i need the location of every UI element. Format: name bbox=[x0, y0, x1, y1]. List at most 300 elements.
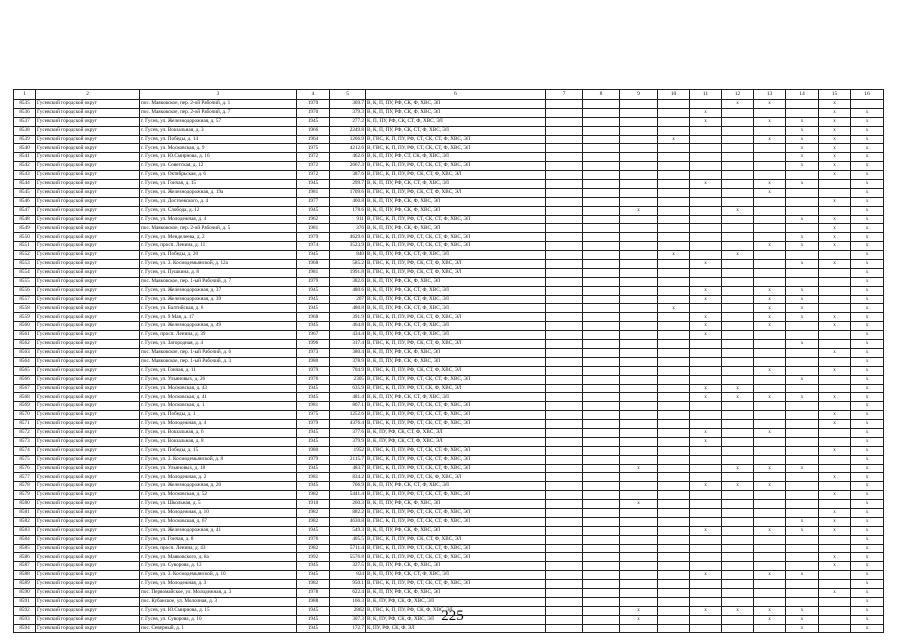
address-cell: г. Гусев, ул. Железнодорожная, д. 39 bbox=[140, 295, 297, 304]
col-14-cell: х bbox=[786, 517, 819, 526]
col-8-cell bbox=[583, 375, 620, 384]
col-7-cell bbox=[546, 384, 583, 393]
col-13-cell bbox=[754, 553, 786, 562]
table-row bbox=[14, 348, 884, 357]
col-7-cell bbox=[546, 251, 583, 260]
services-cell: В, ГВС, К, П, ПУ, РФ, СТ, СК, СТ, Ф, ХВС, ЭЛ bbox=[366, 215, 546, 224]
col-14-cell bbox=[786, 553, 819, 562]
address-cell: пос. Кубанское, ул. Молочная, д. 3 bbox=[140, 597, 297, 606]
address-cell: г. Гусев, ул. Пушкина, д. 8 bbox=[140, 268, 297, 277]
table-row bbox=[14, 144, 884, 153]
municipality-cell: Гусевский городской округ bbox=[36, 233, 140, 242]
col-8-cell bbox=[583, 277, 620, 286]
services-cell: В, К, П, ПУ, РФ, СК, Ф, ХВС, ЭЛ bbox=[366, 526, 546, 535]
area-cell: 379.9 bbox=[330, 437, 366, 446]
col-16-cell: х bbox=[851, 171, 884, 180]
col-15-cell bbox=[819, 597, 851, 606]
build-year-cell: 1945 bbox=[297, 428, 330, 437]
col-11-cell bbox=[690, 215, 722, 224]
col-10-cell bbox=[658, 482, 690, 491]
address-cell: г. Гусев, ул. Гончая, д. 15 bbox=[140, 180, 297, 189]
municipality-cell: Гусевский городской округ bbox=[36, 322, 140, 331]
address-cell: г. Гусев, ул. Московская, д. 52 bbox=[140, 491, 297, 500]
col-15-cell bbox=[819, 295, 851, 304]
area-cell: 379.3 bbox=[330, 108, 366, 117]
col-9-cell bbox=[620, 411, 658, 420]
col-16-cell: х bbox=[851, 144, 884, 153]
row-number-cell: 8537 bbox=[14, 117, 36, 126]
col-11-cell bbox=[690, 491, 722, 500]
area-cell: 4212.6 bbox=[330, 144, 366, 153]
col-14-cell bbox=[786, 108, 819, 117]
col-8-cell bbox=[583, 357, 620, 366]
table-row bbox=[14, 482, 884, 491]
col-9-cell bbox=[620, 224, 658, 233]
table-row bbox=[14, 580, 884, 589]
municipality-cell: Гусевский городской округ bbox=[36, 188, 140, 197]
row-number-cell: 8558 bbox=[14, 304, 36, 313]
col-13-cell bbox=[754, 277, 786, 286]
col-9-cell bbox=[620, 562, 658, 571]
area-cell: 4376.4 bbox=[330, 420, 366, 429]
col-10-cell bbox=[658, 215, 690, 224]
address-cell: г. Гусев, ул. Московская, д. 9 bbox=[140, 144, 297, 153]
col-7-cell bbox=[546, 162, 583, 171]
services-cell: В, ГВС, К, П, ПУ, РФ, СТ, СК, Ф, ХВС, ЭЛ bbox=[366, 473, 546, 482]
address-cell: г. Гусев, ул. 3. Космодемьянской, д. 8 bbox=[140, 455, 297, 464]
municipality-cell: Гусевский городской округ bbox=[36, 571, 140, 580]
col-8-cell bbox=[583, 393, 620, 402]
col-9-cell bbox=[620, 402, 658, 411]
address-cell: г. Гусев, ул. Октябрьская, д. 6 bbox=[140, 171, 297, 180]
col-9-cell bbox=[620, 215, 658, 224]
services-cell: В, К, П, ПУ, РФ, СК, Ф, ХВС, ЭЛ bbox=[366, 348, 546, 357]
col-9-cell bbox=[620, 455, 658, 464]
row-number-cell: 8575 bbox=[14, 455, 36, 464]
build-year-cell: 1979 bbox=[297, 366, 330, 375]
municipality-cell: Гусевский городской округ bbox=[36, 420, 140, 429]
build-year-cell: 1966 bbox=[297, 126, 330, 135]
col-14-cell bbox=[786, 224, 819, 233]
col-13-cell: х bbox=[754, 100, 786, 109]
col-10-cell bbox=[658, 206, 690, 215]
services-cell: В, К, П, ПУ, РФ, СК, Ф, ХВС, ЭЛ bbox=[366, 277, 546, 286]
services-cell: В, К, П, ПУ, РФ, СК, Ф, ХВС, ЭЛ bbox=[366, 224, 546, 233]
col-16-cell: х bbox=[851, 446, 884, 455]
table-row bbox=[14, 117, 884, 126]
municipality-cell: Гусевский городской округ bbox=[36, 597, 140, 606]
col-15-cell: х bbox=[819, 348, 851, 357]
build-year-cell: 1975 bbox=[297, 411, 330, 420]
table-row bbox=[14, 331, 884, 340]
build-year-cell: 1992 bbox=[297, 553, 330, 562]
build-year-cell: 1979 bbox=[297, 420, 330, 429]
col-16-cell: х bbox=[851, 108, 884, 117]
col-7-cell bbox=[546, 446, 583, 455]
col-13-cell bbox=[754, 624, 786, 633]
area-cell: 172.7 bbox=[330, 624, 366, 633]
col-16-cell: х bbox=[851, 571, 884, 580]
address-cell: г. Гусев, ул. Железнодорожная, д. 20 bbox=[140, 482, 297, 491]
municipality-cell: Гусевский городской округ bbox=[36, 286, 140, 295]
col-7-cell bbox=[546, 180, 583, 189]
area-cell: 2667.3 bbox=[330, 162, 366, 171]
col-15-cell bbox=[819, 340, 851, 349]
col-16-cell: х bbox=[851, 206, 884, 215]
municipality-cell: Гусевский городской округ bbox=[36, 224, 140, 233]
address-cell: г. Гусев, просп. Ленина, д. 43 bbox=[140, 544, 297, 553]
col-11-cell bbox=[690, 340, 722, 349]
col-9-cell bbox=[620, 517, 658, 526]
column-header: 16 bbox=[851, 90, 884, 100]
municipality-cell: Гусевский городской округ bbox=[36, 100, 140, 109]
col-8-cell bbox=[583, 428, 620, 437]
area-cell: 464.8 bbox=[330, 322, 366, 331]
municipality-cell: Гусевский городской округ bbox=[36, 295, 140, 304]
col-13-cell bbox=[754, 126, 786, 135]
col-9-cell bbox=[620, 340, 658, 349]
address-cell: г. Гусев, ул. Ю.Смирнова, д. 15 bbox=[140, 606, 297, 615]
col-16-cell: х bbox=[851, 588, 884, 597]
col-16-cell: х bbox=[851, 348, 884, 357]
col-16-cell: х bbox=[851, 464, 884, 473]
row-number-cell: 8591 bbox=[14, 597, 36, 606]
col-7-cell bbox=[546, 286, 583, 295]
col-10-cell bbox=[658, 171, 690, 180]
municipality-cell: Гусевский городской округ bbox=[36, 242, 140, 251]
col-12-cell bbox=[722, 126, 754, 135]
table-row bbox=[14, 526, 884, 535]
area-cell: 1252.6 bbox=[330, 411, 366, 420]
col-9-cell bbox=[620, 188, 658, 197]
col-12-cell bbox=[722, 340, 754, 349]
row-number-cell: 8586 bbox=[14, 553, 36, 562]
col-9-cell bbox=[620, 420, 658, 429]
table-row bbox=[14, 286, 884, 295]
col-13-cell: х bbox=[754, 313, 786, 322]
col-8-cell bbox=[583, 233, 620, 242]
col-12-cell bbox=[722, 597, 754, 606]
col-16-cell: х bbox=[851, 384, 884, 393]
col-12-cell bbox=[722, 624, 754, 633]
area-cell: 4630.8 bbox=[330, 517, 366, 526]
build-year-cell: 1970 bbox=[297, 100, 330, 109]
build-year-cell: 1945 bbox=[297, 606, 330, 615]
build-year-cell: 1945 bbox=[297, 571, 330, 580]
col-10-cell bbox=[658, 233, 690, 242]
build-year-cell: 1945 bbox=[297, 322, 330, 331]
col-14-cell: х bbox=[786, 180, 819, 189]
col-9-cell bbox=[620, 588, 658, 597]
col-14-cell bbox=[786, 420, 819, 429]
col-16-cell: х bbox=[851, 393, 884, 402]
municipality-cell: Гусевский городской округ bbox=[36, 508, 140, 517]
build-year-cell: 1996 bbox=[297, 340, 330, 349]
col-8-cell bbox=[583, 571, 620, 580]
col-13-cell bbox=[754, 224, 786, 233]
row-number-cell: 8554 bbox=[14, 268, 36, 277]
build-year-cell: 1945 bbox=[297, 393, 330, 402]
col-7-cell bbox=[546, 215, 583, 224]
col-7-cell bbox=[546, 144, 583, 153]
row-number-cell: 8580 bbox=[14, 500, 36, 509]
col-13-cell: х bbox=[754, 304, 786, 313]
col-15-cell: х bbox=[819, 153, 851, 162]
col-9-cell bbox=[620, 162, 658, 171]
table-row bbox=[14, 260, 884, 269]
col-9-cell bbox=[620, 117, 658, 126]
col-13-cell bbox=[754, 535, 786, 544]
municipality-cell: Гусевский городской округ bbox=[36, 482, 140, 491]
address-cell: пос. Северный, д. 1 bbox=[140, 624, 297, 633]
col-9-cell bbox=[620, 197, 658, 206]
address-cell: г. Гусев, ул. Железнодорожная, д. 57 bbox=[140, 117, 297, 126]
row-number-cell: 8581 bbox=[14, 508, 36, 517]
col-13-cell bbox=[754, 251, 786, 260]
table-row bbox=[14, 188, 884, 197]
municipality-cell: Гусевский городской округ bbox=[36, 526, 140, 535]
area-cell: 178.6 bbox=[330, 206, 366, 215]
col-7-cell bbox=[546, 206, 583, 215]
col-11-cell bbox=[690, 144, 722, 153]
column-header: 3 bbox=[140, 90, 297, 100]
col-11-cell bbox=[690, 580, 722, 589]
area-cell: 4629.6 bbox=[330, 233, 366, 242]
col-12-cell bbox=[722, 366, 754, 375]
col-8-cell bbox=[583, 171, 620, 180]
table-row bbox=[14, 268, 884, 277]
col-9-cell bbox=[620, 375, 658, 384]
area-cell: 377.6 bbox=[330, 428, 366, 437]
table-row bbox=[14, 277, 884, 286]
col-9-cell bbox=[620, 108, 658, 117]
build-year-cell: 1968 bbox=[297, 260, 330, 269]
area-cell: 307.3 bbox=[330, 615, 366, 624]
col-11-cell bbox=[690, 455, 722, 464]
area-cell: 5711.4 bbox=[330, 544, 366, 553]
municipality-cell: Гусевский городской округ bbox=[36, 348, 140, 357]
col-16-cell: х bbox=[851, 126, 884, 135]
col-15-cell bbox=[819, 188, 851, 197]
col-14-cell: х bbox=[786, 135, 819, 144]
services-cell: В, ГВС, К, П, ПУ, РФ, СТ, СК, СТ, Ф, ХВС, ЭЛ bbox=[366, 446, 546, 455]
col-7-cell bbox=[546, 188, 583, 197]
col-9-cell bbox=[620, 304, 658, 313]
services-cell: В, ГВС, К, П, ПУ, РФ, СТ, СК, СТ, Ф, ХВС, ЭЛ bbox=[366, 491, 546, 500]
col-8-cell bbox=[583, 526, 620, 535]
col-15-cell: х bbox=[819, 517, 851, 526]
col-12-cell bbox=[722, 437, 754, 446]
build-year-cell: 1945 bbox=[297, 384, 330, 393]
col-11-cell: х bbox=[690, 482, 722, 491]
col-12-cell: х bbox=[722, 384, 754, 393]
build-year-cell: 1964 bbox=[297, 135, 330, 144]
col-14-cell bbox=[786, 188, 819, 197]
col-15-cell bbox=[819, 428, 851, 437]
col-11-cell bbox=[690, 420, 722, 429]
col-10-cell bbox=[658, 295, 690, 304]
area-cell: 2862 bbox=[330, 606, 366, 615]
col-13-cell: х bbox=[754, 606, 786, 615]
services-cell: В, К, П, ПУ, РФ, СК, СТ, Ф, ХВС, ЭЛ bbox=[366, 322, 546, 331]
col-10-cell: х bbox=[658, 251, 690, 260]
col-7-cell bbox=[546, 268, 583, 277]
col-8-cell bbox=[583, 304, 620, 313]
col-10-cell bbox=[658, 402, 690, 411]
build-year-cell: 1981 bbox=[297, 402, 330, 411]
area-cell: 834.2 bbox=[330, 473, 366, 482]
column-header: 12 bbox=[722, 90, 754, 100]
address-cell: г. Гусев, ул. Суворова, д. 12 bbox=[140, 562, 297, 571]
col-15-cell bbox=[819, 277, 851, 286]
municipality-cell: Гусевский городской округ bbox=[36, 588, 140, 597]
col-12-cell: х bbox=[722, 482, 754, 491]
row-number-cell: 8565 bbox=[14, 366, 36, 375]
col-13-cell: х bbox=[754, 482, 786, 491]
col-9-cell bbox=[620, 322, 658, 331]
col-15-cell: х bbox=[819, 411, 851, 420]
area-cell: 382.6 bbox=[330, 277, 366, 286]
col-12-cell bbox=[722, 242, 754, 251]
col-10-cell bbox=[658, 242, 690, 251]
col-9-cell bbox=[620, 597, 658, 606]
col-13-cell bbox=[754, 384, 786, 393]
col-9-cell bbox=[620, 571, 658, 580]
col-15-cell: х bbox=[819, 144, 851, 153]
col-12-cell bbox=[722, 535, 754, 544]
col-13-cell: х bbox=[754, 135, 786, 144]
col-15-cell: х bbox=[819, 508, 851, 517]
table-row bbox=[14, 233, 884, 242]
col-9-cell bbox=[620, 233, 658, 242]
build-year-cell: 1981 bbox=[297, 224, 330, 233]
table-row bbox=[14, 162, 884, 171]
municipality-cell: Гусевский городской округ bbox=[36, 180, 140, 189]
col-7-cell bbox=[546, 491, 583, 500]
col-8-cell bbox=[583, 331, 620, 340]
col-14-cell bbox=[786, 544, 819, 553]
col-13-cell bbox=[754, 153, 786, 162]
col-11-cell bbox=[690, 153, 722, 162]
col-14-cell: х bbox=[786, 260, 819, 269]
col-8-cell bbox=[583, 242, 620, 251]
col-10-cell bbox=[658, 117, 690, 126]
col-12-cell bbox=[722, 108, 754, 117]
address-cell: г. Гусев, ул. Достоевского, д. 4 bbox=[140, 197, 297, 206]
col-12-cell bbox=[722, 508, 754, 517]
row-number-cell: 8577 bbox=[14, 473, 36, 482]
col-15-cell: х bbox=[819, 553, 851, 562]
col-14-cell bbox=[786, 482, 819, 491]
col-8-cell bbox=[583, 553, 620, 562]
municipality-cell: Гусевский городской округ bbox=[36, 197, 140, 206]
services-cell: К, П, ПУ, РФ, СК, СТ, Ф, ХВС, ЭЛ bbox=[366, 117, 546, 126]
services-cell: В, ГВС, К, П, ПУ, РФ, СТ, СК, СТ, Ф, ХВС, ЭЛ bbox=[366, 553, 546, 562]
services-cell: В, К, П, ПУ, РФ, СК, Ф, ХВС, ЭЛ bbox=[366, 588, 546, 597]
table-row bbox=[14, 100, 884, 109]
row-number-cell: 8560 bbox=[14, 322, 36, 331]
row-number-cell: 8541 bbox=[14, 153, 36, 162]
col-7-cell bbox=[546, 100, 583, 109]
services-cell: В, ГВС, К, П, ПУ, РФ, СК, СТ, Ф, ХВС, ЭЛ bbox=[366, 366, 546, 375]
table-row bbox=[14, 464, 884, 473]
area-cell: 481.4 bbox=[330, 393, 366, 402]
column-header: 1 bbox=[14, 90, 36, 100]
col-9-cell bbox=[620, 535, 658, 544]
row-number-cell: 8545 bbox=[14, 188, 36, 197]
table-row bbox=[14, 588, 884, 597]
col-8-cell bbox=[583, 420, 620, 429]
col-13-cell bbox=[754, 348, 786, 357]
row-number-cell: 8561 bbox=[14, 331, 36, 340]
col-8-cell bbox=[583, 473, 620, 482]
col-9-cell bbox=[620, 260, 658, 269]
area-cell: 2249.8 bbox=[330, 126, 366, 135]
area-cell: 387.6 bbox=[330, 171, 366, 180]
build-year-cell: 1972 bbox=[297, 171, 330, 180]
col-9-cell bbox=[620, 580, 658, 589]
build-year-cell: 1945 bbox=[297, 295, 330, 304]
municipality-cell: Гусевский городской округ bbox=[36, 313, 140, 322]
row-number-cell: 8592 bbox=[14, 606, 36, 615]
col-11-cell: х bbox=[690, 384, 722, 393]
col-7-cell bbox=[546, 295, 583, 304]
col-12-cell: х bbox=[722, 464, 754, 473]
col-14-cell: х bbox=[786, 571, 819, 580]
address-cell: пос. Маяковское, пер. 1-ый Рабочий, д. 6 bbox=[140, 348, 297, 357]
services-cell: В, ГВС, К, П, ПУ, РФ, СТ, СК, СТ, Ф, ХВС, ЭЛ bbox=[366, 402, 546, 411]
col-14-cell: х bbox=[786, 233, 819, 242]
col-15-cell bbox=[819, 482, 851, 491]
row-number-cell: 8570 bbox=[14, 411, 36, 420]
col-12-cell bbox=[722, 162, 754, 171]
area-cell: 5576.8 bbox=[330, 553, 366, 562]
services-cell: В, К, ПУ, РФ, СК, Ф, ХВС, ЭЛ bbox=[366, 597, 546, 606]
col-7-cell bbox=[546, 597, 583, 606]
table-row bbox=[14, 624, 884, 633]
row-number-cell: 8585 bbox=[14, 544, 36, 553]
col-7-cell bbox=[546, 304, 583, 313]
col-12-cell bbox=[722, 553, 754, 562]
col-16-cell: х bbox=[851, 526, 884, 535]
col-12-cell bbox=[722, 331, 754, 340]
col-9-cell bbox=[620, 508, 658, 517]
area-cell: 867.1 bbox=[330, 402, 366, 411]
column-header: 9 bbox=[620, 90, 658, 100]
row-number-cell: 8587 bbox=[14, 562, 36, 571]
col-15-cell bbox=[819, 375, 851, 384]
services-cell: В, ГВС, К, П, ПУ, РФ, СТ, СК, СТ, Ф, ХВС, ЭЛ bbox=[366, 455, 546, 464]
col-12-cell bbox=[722, 544, 754, 553]
col-8-cell bbox=[583, 251, 620, 260]
col-13-cell: х bbox=[754, 295, 786, 304]
address-cell: пос. Маяковское, пер. 2-ой Рабочий, д. 7 bbox=[140, 108, 297, 117]
services-cell: В, К, П, ПУ, РФ, СК, Ф, ХВС, ЭЛ bbox=[366, 197, 546, 206]
page-number: 225 bbox=[441, 608, 464, 624]
col-14-cell: х bbox=[786, 606, 819, 615]
services-cell: В, ГВС, К, П, ПУ, РФ, СТ, СК, СТ, Ф, ХВС, ЭЛ bbox=[366, 375, 546, 384]
col-16-cell: х bbox=[851, 135, 884, 144]
col-9-cell bbox=[620, 428, 658, 437]
area-cell: 840 bbox=[330, 251, 366, 260]
build-year-cell: 1980 bbox=[297, 446, 330, 455]
row-number-cell: 8539 bbox=[14, 135, 36, 144]
col-7-cell bbox=[546, 402, 583, 411]
col-7-cell bbox=[546, 482, 583, 491]
col-8-cell bbox=[583, 100, 620, 109]
address-cell: г. Гусев, ул. Московская, д. 67 bbox=[140, 517, 297, 526]
table-row bbox=[14, 357, 884, 366]
